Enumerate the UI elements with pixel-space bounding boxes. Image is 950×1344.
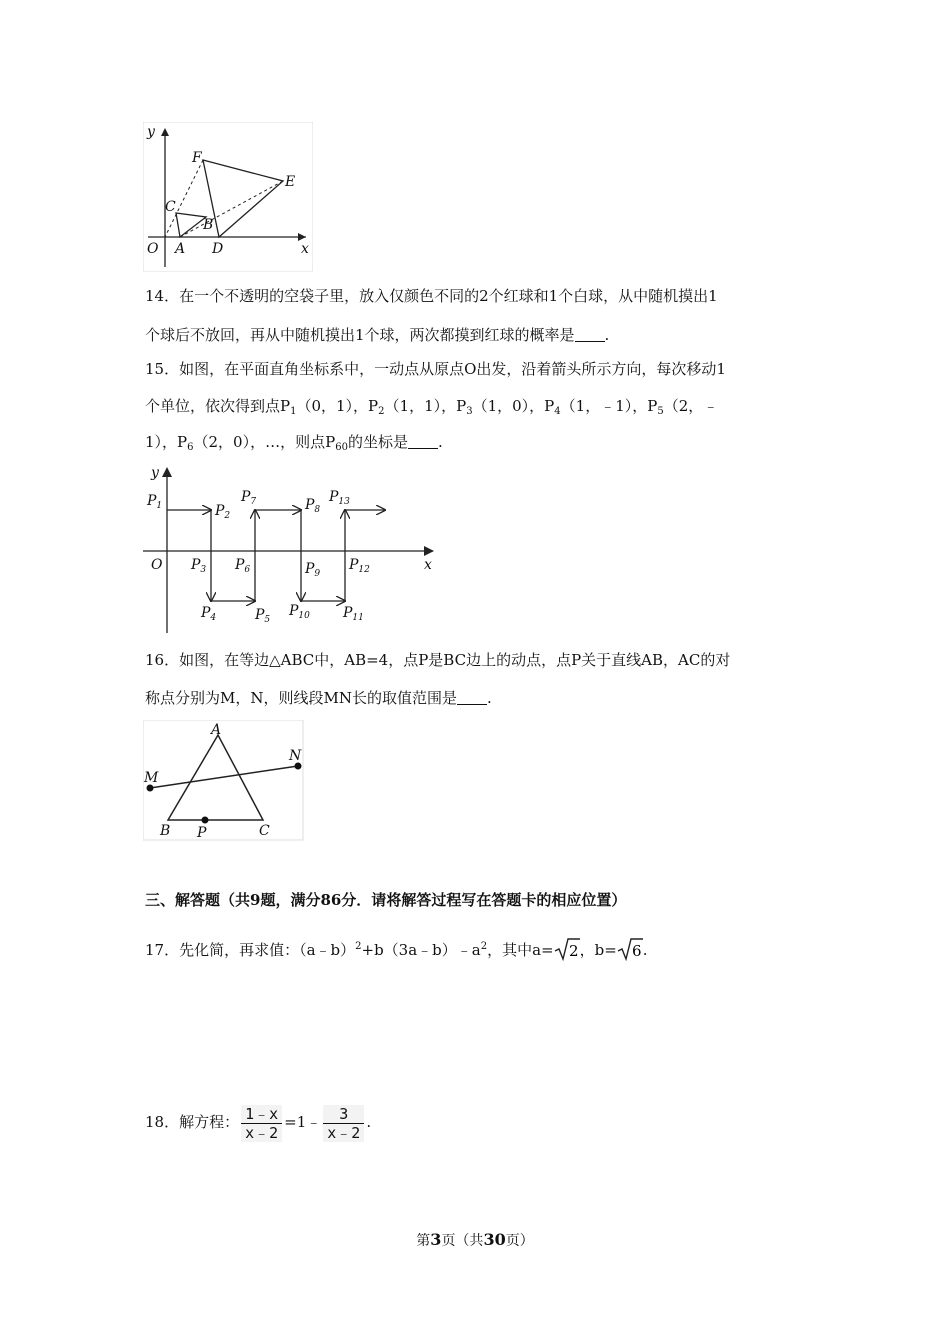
- label-c: C: [165, 199, 176, 215]
- fraction-1: $\frac{1﹣x}{x﹣2}$: [241, 1105, 282, 1142]
- figure-16: [143, 720, 305, 842]
- label-d: D: [212, 241, 224, 257]
- figure-15-svg: [143, 465, 443, 637]
- answer-blank: [408, 434, 438, 449]
- figure-13: [143, 122, 313, 272]
- answer-blank: [575, 327, 605, 342]
- section-3-heading: 三、解答题（共9题，满分86分．请将解答过程写在答题卡的相应位置）: [145, 891, 627, 909]
- label-p11: $P_{11}$: [343, 605, 364, 623]
- label-p2: $P_2$: [215, 503, 231, 521]
- label-p13: $P_{13}$: [329, 489, 350, 507]
- label-p7: $P_7$: [241, 489, 257, 507]
- label-p8: $P_8$: [305, 497, 321, 515]
- label-o: O: [147, 241, 159, 257]
- label-m: M: [144, 770, 159, 786]
- point-p: [202, 817, 209, 824]
- label-p5: $P_5$: [255, 607, 271, 625]
- sqrt-2: [554, 937, 580, 966]
- question-14-line-1: 14．在一个不透明的空袋子里，放入仅颜色不同的2个红球和1个白球，从中随机摸出1: [145, 287, 718, 305]
- question-17: 17．先化简，再求值：$(a﹣b)^2+b(3a﹣b)﹣a^2$，其中a= 2 ，b= 6 .: [145, 937, 648, 966]
- label-p6: $P_6$: [235, 557, 251, 575]
- question-16-line-1: 16．如图，在等边△ABC中，AB=4，点P是BC边上的动点，点P关于直线AB，AC的对: [145, 651, 731, 669]
- label-p10: $P_{10}$: [289, 603, 310, 621]
- sqrt-6: [617, 937, 643, 966]
- label-a: A: [175, 241, 186, 257]
- question-15-line-3: 1），$P_6(2$，0），…，则点$P_{60}$的坐标是 .: [145, 433, 443, 453]
- svg-text:2: 2: [568, 942, 579, 960]
- label-a: A: [211, 722, 222, 738]
- page-footer: 第3页（共30页）: [416, 1230, 534, 1249]
- answer-blank: [457, 690, 487, 705]
- label-x: x: [301, 241, 309, 257]
- label-f: F: [192, 150, 202, 166]
- svg-text:6: 6: [631, 942, 642, 960]
- label-o: O: [151, 557, 163, 573]
- label-p12: $P_{12}$: [349, 557, 370, 575]
- label-b: B: [203, 217, 214, 233]
- figure-15: [143, 465, 443, 637]
- fraction-2: $\frac{3}{x﹣2}$: [323, 1105, 364, 1142]
- label-n: N: [289, 748, 302, 764]
- label-x: x: [424, 557, 432, 573]
- label-e: E: [285, 174, 296, 190]
- label-p: P: [197, 825, 207, 841]
- question-15-line-2: 个单位，依次得到点$P_1(0$，1），$P_2(1$，1），$P_3(1$，0），$P_4(1$，﹣1），$P_5(2$，﹣: [145, 397, 719, 417]
- label-p3: $P_3$: [191, 557, 207, 575]
- question-15-line-1: 15．如图，在平面直角坐标系中，一动点从原点O出发，沿着箭头所示方向，每次移动1: [145, 360, 726, 378]
- question-18: 18．解方程： $\frac{1﹣x}{x﹣2}$ =1﹣ $\frac{3}{x﹣2}$ .: [145, 1104, 372, 1142]
- question-14-line-2: 个球后不放回，再从中随机摸出1个球，两次都摸到红球的概率是 .: [145, 326, 610, 344]
- label-b: B: [160, 823, 171, 839]
- figure-13-svg: [143, 122, 313, 272]
- label-y: y: [147, 124, 155, 140]
- figure-16-svg: [143, 720, 305, 842]
- label-p1: $P_1$: [147, 493, 163, 511]
- label-p9: $P_9$: [305, 561, 321, 579]
- label-c: C: [259, 823, 270, 839]
- question-16-line-2: 称点分别为M，N，则线段MN长的取值范围是 .: [145, 689, 492, 707]
- label-p4: $P_4$: [201, 605, 217, 623]
- label-y: y: [151, 465, 159, 481]
